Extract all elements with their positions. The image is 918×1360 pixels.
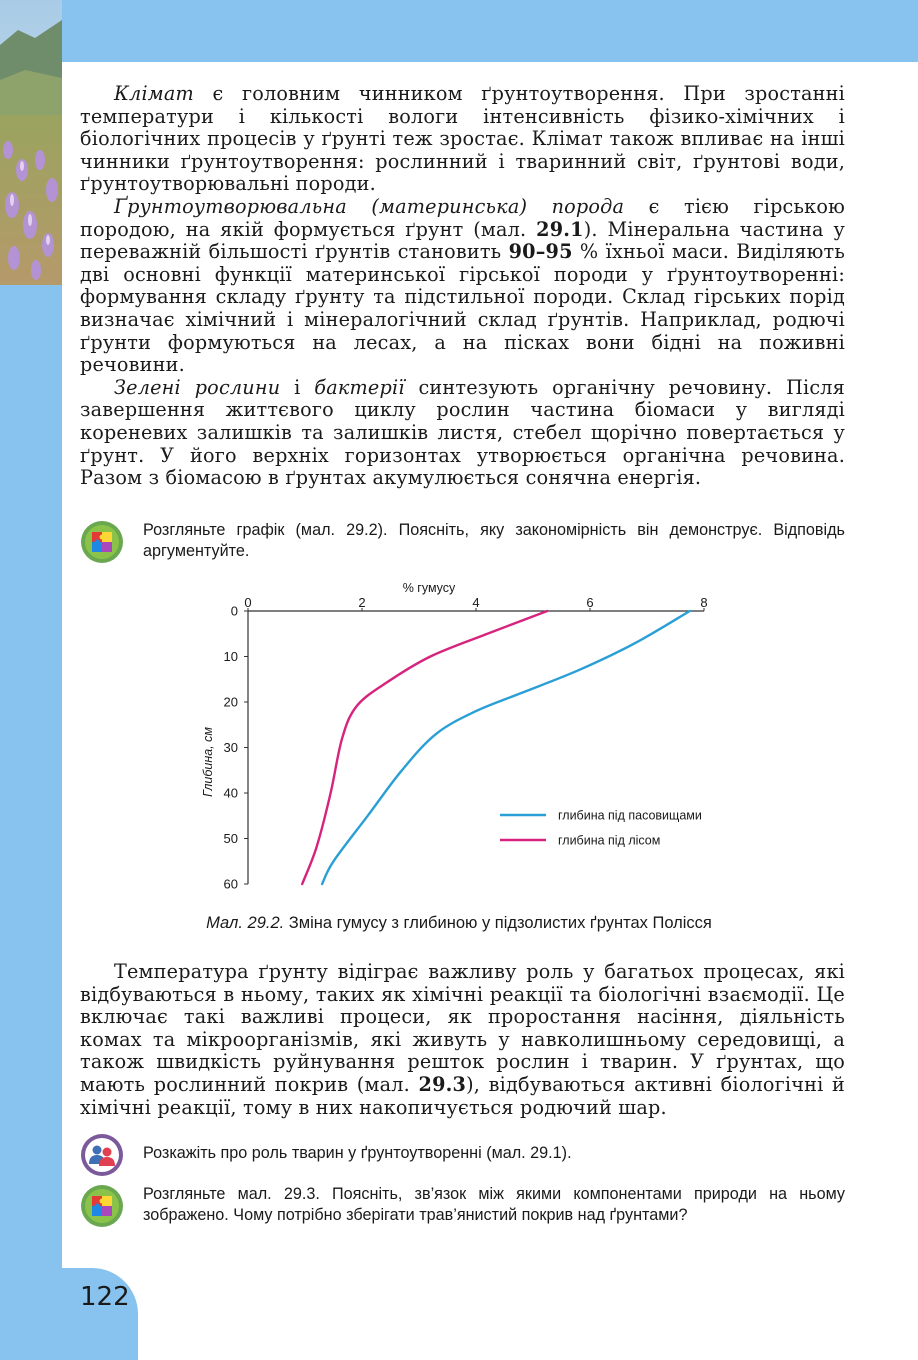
puzzle-icon: [80, 520, 124, 564]
x-tick-label: 8: [700, 595, 708, 610]
task-analyze-figure: [80, 1184, 845, 1252]
page-number: 122: [80, 1282, 130, 1312]
y-tick-label: 0: [230, 603, 238, 619]
body-text-block-1: [80, 83, 845, 490]
paragraph-climate: Клімат є головним чинником ґрунтоутворення. При зростанні температури і кількості вологи інтенсивність фізико-хімічних і біологічних процесів у ґрунті теж зростає. Клімат також впливає на інші чинники ґрунтоутворення: рослинний і тваринний світ, ґрунтові води, ґрунтоутворювальні породи.: [80, 82, 845, 196]
figure-label: Мал. 29.2.: [206, 914, 285, 932]
task-animals-role: [80, 1133, 845, 1177]
legend-label: глибина під лісом: [558, 833, 661, 848]
x-tick-label: 4: [472, 595, 480, 610]
body-text-block-2: [80, 961, 845, 1119]
y-tick-label: 40: [223, 785, 238, 801]
y-tick-label: 50: [223, 831, 238, 846]
x-tick-label: 2: [358, 595, 366, 610]
x-tick-label: 0: [244, 595, 252, 610]
x-axis-label: % гумусу: [402, 581, 456, 595]
task-3-text: Розгляньте мал. 29.3. Поясніть, зв’язок між якими компонентами природи на ньому зображено. Чому потрібно зберігати трав’янистий покрив над ґрунтами?: [143, 1185, 845, 1224]
puzzle-icon: [80, 1184, 124, 1228]
paragraph-plants-bacteria: Зелені рослини і бактерії синтезують органічну речовину. Після завершення життєвого циклу рослин частина біомаси у вигляді кореневих залишків та залишків листя, стебел щорічно повертається у ґрунт. У його верхніх горизонтах утворюється органічна речовина. Разом з біомасою в ґрунтах акумулюється сонячна енергія.: [80, 375, 845, 490]
x-tick-label: 6: [586, 595, 594, 610]
y-tick-label: 20: [223, 694, 238, 710]
figure-caption: Мал. 29.2. Зміна гумусу з глибиною у підзолистих ґрунтах Полісся: [206, 914, 712, 932]
meadow-photo: [0, 0, 62, 285]
series-line-forest: [302, 611, 547, 884]
paragraph-parent-rock: Ґрунтоутворювальна (материнська) порода є тією гірською породою, на якій формується ґрунт (мал. 29.1). Мінеральна частина у переважній більшості ґрунтів становить 90–95 % їхньої маси. Виділяють дві основні функції материнської гірської породи у ґрунтоутворенні: формування складу ґрунту та підстильної породи. Склад гірських порід визначає хімічний і мінералогічний склад ґрунтів. Наприклад, родючі ґрунти формуються на лесах, а на пісках вони бідні на поживні речовини.: [80, 194, 845, 377]
humus-depth-chart: [180, 574, 760, 900]
y-tick-label: 10: [223, 649, 238, 664]
term-green-plants: Зелені рослини: [114, 375, 281, 399]
task-1-text: Розгляньте графік (мал. 29.2). Поясніть, яку закономірність він демонструє. Відповідь аргументуйте.: [143, 521, 845, 560]
term-climate: Клімат: [114, 82, 194, 105]
term-parent-rock: Ґрунтоутворювальна (материнська) порода: [114, 194, 625, 218]
legend-label: глибина під пасовищами: [558, 808, 702, 823]
task-analyze-graph: [80, 520, 845, 568]
task-2-text: Розкажіть про роль тварин у ґрунтоутворенні (мал. 29.1).: [143, 1144, 572, 1162]
y-tick-label: 30: [223, 740, 238, 755]
paragraph-soil-temperature: Температура ґрунту відіграє важливу роль у багатьох процесах, які відбуваються в ньому, таких як хімічні реакції та біологічні взаємодії. Це включає такі важливі процеси, як проростання насіння, діяльність комах та мікроорганізмів, які живуть у навколишньому середовищі, а також швидкість руйнування решток рослин і тварин. У ґрунтах, що мають рослинний покрив (мал. 29.3), відбуваються активні біологічні й хімічні реакції, тому в них накопичується родючий шар.: [80, 960, 845, 1119]
term-bacteria: бактерії: [314, 375, 405, 399]
y-tick-label: 60: [223, 876, 238, 892]
people-icon: [80, 1133, 124, 1177]
y-axis-label: Глибина, см: [201, 727, 215, 797]
top-color-band: [0, 0, 918, 62]
